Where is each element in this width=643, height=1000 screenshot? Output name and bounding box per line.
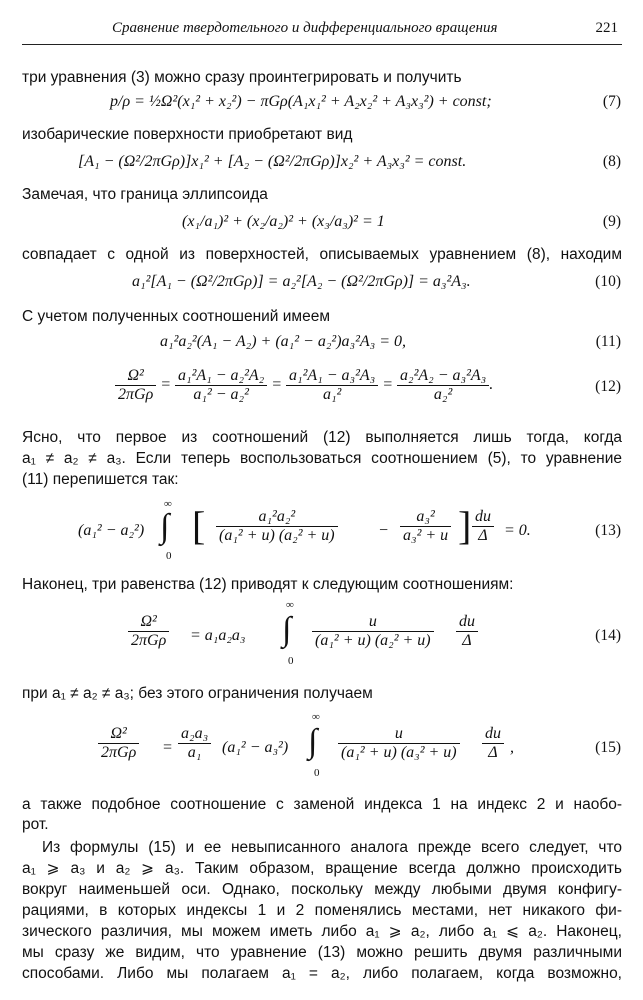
upper-limit: ∞ [286,599,294,611]
numerator: du [482,725,504,744]
numerator: Ω² [98,725,139,744]
numerator: a₃² [400,508,451,527]
lower-limit: 0 [288,655,294,667]
paragraph-line: Наконец, три равенства (12) приводят к следующим соотношениям: [22,576,514,593]
denominator: a₁² [322,386,342,403]
left-bracket: [ [192,503,206,548]
equals-sign: = [382,376,394,394]
denominator: a₃² + u [403,527,449,544]
right-hand-side: = 0. [504,522,531,539]
denominator: a₁ [187,744,202,761]
fraction [482,725,504,762]
denominator: (a₁² + u) (a₂² + u) [219,527,335,544]
denominator: a₁² − a₂² [193,386,249,403]
upper-limit: ∞ [164,498,172,510]
paragraph-line: рот. [22,816,49,833]
fraction [338,725,460,762]
equation-14 [128,599,508,673]
paragraph-line: при a₁ ≠ a₂ ≠ a₃; без этого ограничения получаем [22,685,373,702]
denominator: Δ [462,632,472,649]
paragraph-line: Ясно, что первое из соотношений (12) выполняется лишь тогда, когда [22,429,622,446]
numerator: du [472,508,494,527]
equation-10: a₁²[A₁ − (Ω²/2πGρ)] = a₂²[A₂ − (Ω²/2πGρ)] = a₃²A₃. [132,273,471,290]
paragraph-line: способами. Либо мы полагаем a₁ = a₂, либо полагаем, когда возможно, [22,965,622,982]
equation-number-12: (12) [595,378,621,395]
numerator: Ω² [128,613,169,632]
numerator: u [338,725,460,744]
paragraph-line: изобарические поверхности приобретают вид [22,126,353,143]
fraction [472,508,494,545]
denominator: Δ [488,744,498,761]
right-bracket: ] [458,503,472,548]
equation-12 [115,367,493,404]
numerator: Ω² [115,367,156,386]
numerator: a₂²A₂ − a₃²A₃ [397,367,489,386]
minus-sign: − [378,522,389,539]
integral-sign: ∫ [160,508,170,545]
fraction [216,508,338,545]
paragraph-line: Замечая, что граница эллипсоида [22,186,268,203]
paragraph-line: мы сразу же видим, что уравнение (13) можно решить двумя различными [22,944,622,961]
fraction [98,725,139,762]
equation-11: a₁²a₂²(A₁ − A₂) + (a₁² − a₂²)a₃²A₃ = 0, [160,333,407,350]
upper-limit: ∞ [312,711,320,723]
denominator: 2πGρ [118,386,154,403]
equation-number-15: (15) [595,739,621,756]
equals-sign: = [160,376,172,394]
fraction [175,367,267,404]
paragraph-line: рациями, в которых индексы 1 и 2 поменялись местами, нет никакого фи- [22,902,622,919]
equation-number-14: (14) [595,627,621,644]
paragraph-line: Из формулы (15) и ее невыписанного аналога прежде всего следует, что [42,839,622,856]
equals-sign: = [162,739,173,756]
equals-sign: = [271,376,283,394]
product: = a₁a₂a₃ [190,627,246,644]
equation-15 [98,711,538,785]
numerator: a₁²A₁ − a₂²A₂ [175,367,267,386]
prefactor: (a₁² − a₂²) [78,522,145,539]
numerator: du [456,613,478,632]
equation-number-13: (13) [595,522,621,539]
equation-13 [78,498,548,568]
fraction [456,613,478,650]
fraction [178,725,211,762]
paragraph-line: (11) перепишется так: [22,471,179,488]
denominator: (a₁² + u) (a₃² + u) [341,744,457,761]
equation-number-10: (10) [595,273,621,290]
paragraph-line: С учетом полученных соотношений имеем [22,308,330,325]
paragraph-line: три уравнения (3) можно сразу проинтегрировать и получить [22,69,462,86]
paragraph-line: зического различия, мы можем иметь либо a₁ ⩾ a₂, либо a₁ ⩽ a₂. Наконец, [22,923,622,940]
fraction [128,613,169,650]
paragraph-line: a₁ ⩾ a₃ и a₂ ⩾ a₃. Таким образом, вращение всегда должно происходить [22,860,622,877]
denominator: Δ [478,527,488,544]
integral-sign: ∫ [282,611,292,648]
equation-7: p/ρ = ½Ω²(x₁² + x₂²) − πGρ(A₁x₁² + A₂x₂² + A₃x₃²) + const; [110,93,492,110]
running-header [22,18,622,45]
fraction [400,508,451,545]
comma: , [510,739,514,756]
denominator: a₂² [433,386,453,403]
numerator: a₁²A₁ − a₃²A₃ [286,367,378,386]
denominator: 2πGρ [131,632,167,649]
page-number: 221 [595,20,618,36]
factor: (a₁² − a₃²) [222,739,289,756]
equation-9: (x₁/a₁)² + (x₂/a₂)² + (x₃/a₃)² = 1 [182,213,385,230]
equation-number-11: (11) [595,333,621,350]
equation-number-8: (8) [602,153,621,170]
period: . [489,376,494,394]
equation-number-9: (9) [602,213,621,230]
equation-8: [A₁ − (Ω²/2πGρ)]x₁² + [A₂ − (Ω²/2πGρ)]x₂² + A₃x₃² = const. [78,153,467,170]
numerator: a₂a₃ [178,725,211,744]
fraction [312,613,434,650]
numerator: a₁²a₂² [216,508,338,527]
header-title: Сравнение твердотельного и дифференциального вращения [112,20,498,36]
fraction [115,367,156,404]
integral-sign: ∫ [308,723,318,760]
lower-limit: 0 [314,767,320,779]
paragraph-line: a₁ ≠ a₂ ≠ a₃. Если теперь воспользоваться соотношением (5), то уравнение [22,450,622,467]
paragraph-line: а также подобное соотношение с заменой индекса 1 на индекс 2 и наобо- [22,796,622,813]
lower-limit: 0 [166,550,172,562]
paragraph-line: вокруг наименьшей оси. Однако, поскольку между любыми двумя конфигу- [22,881,622,898]
fraction [397,367,489,404]
equation-number-7: (7) [602,93,621,110]
denominator: 2πGρ [101,744,137,761]
paragraph-line: совпадает с одной из поверхностей, описываемых уравнением (8), находим [22,246,622,263]
fraction [286,367,378,404]
denominator: (a₁² + u) (a₂² + u) [315,632,431,649]
numerator: u [312,613,434,632]
